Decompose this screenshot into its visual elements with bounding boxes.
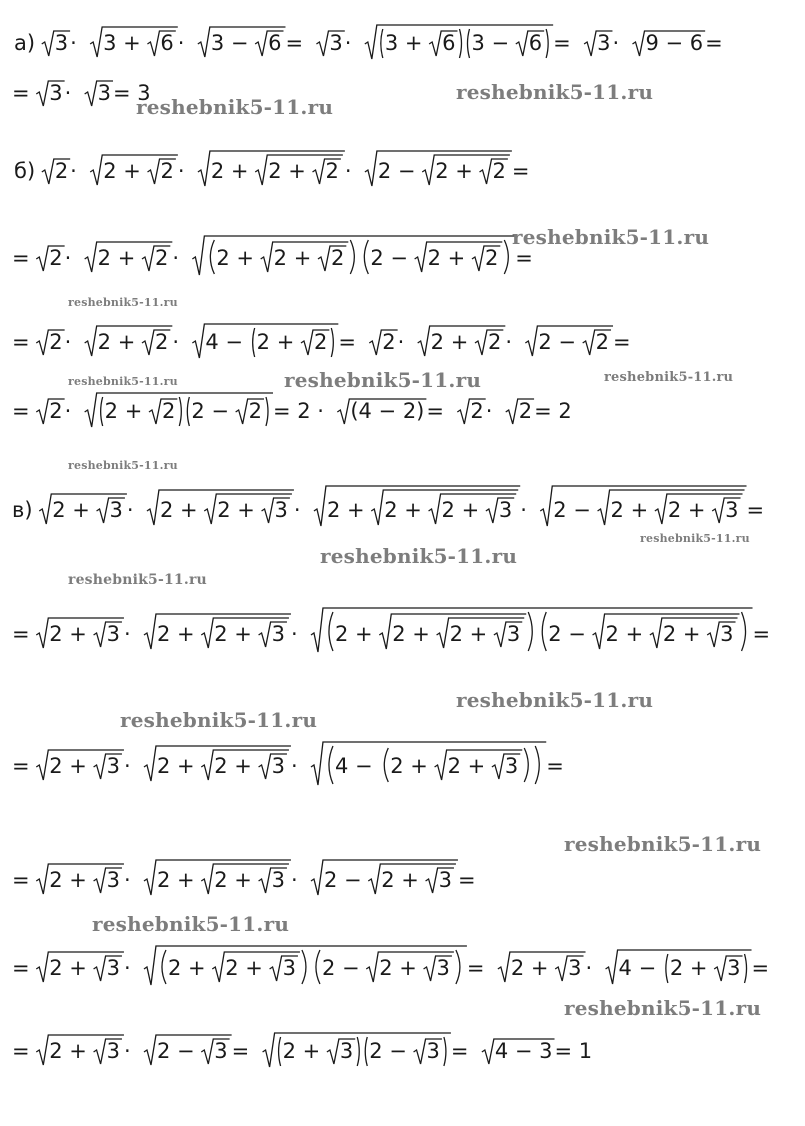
math-text: 2 + <box>217 498 255 522</box>
math-text: = 2 <box>534 399 572 423</box>
left-paren <box>316 950 320 984</box>
math-text: 3 <box>97 81 112 105</box>
left-paren <box>384 748 388 782</box>
math-text: 2 + <box>379 956 417 980</box>
math-text: · <box>293 498 301 522</box>
math-text: 2 + <box>104 399 143 423</box>
equation-line-a1 <box>14 25 723 59</box>
math-text: 2 + <box>49 956 87 980</box>
math-text: · <box>585 956 593 980</box>
math-text: 3 − <box>210 31 249 55</box>
math-text: = <box>338 330 356 354</box>
math-text: · <box>64 81 72 105</box>
right-paren <box>266 397 268 426</box>
math-text: 6 <box>268 31 282 55</box>
math-text: = <box>12 246 30 270</box>
watermark: reshebnik5-11.ru <box>284 368 482 392</box>
math-text: 3 <box>274 498 288 522</box>
math-text: 2 + <box>334 622 373 646</box>
math-text: 2 + <box>103 159 141 183</box>
left-paren <box>187 397 189 426</box>
right-paren <box>535 746 539 784</box>
math-text: 2 + <box>52 498 90 522</box>
math-text: 9 − 6 <box>645 31 704 55</box>
math-text: 2 <box>484 246 499 270</box>
math-text: 3 <box>568 956 582 980</box>
math-text: 2 + <box>667 498 706 522</box>
left-paren <box>467 29 469 58</box>
math-text: 2 <box>382 330 396 354</box>
math-text: 2 + <box>610 498 649 522</box>
math-text: · <box>177 31 185 55</box>
equation-line-b4 <box>12 393 572 427</box>
math-text: 2 + <box>49 868 87 892</box>
math-text: · <box>505 330 513 354</box>
watermark: reshebnik5-11.ru <box>68 296 178 309</box>
math-text: 3 <box>597 31 611 55</box>
math-text: · <box>172 246 180 270</box>
watermark: reshebnik5-11.ru <box>136 95 334 119</box>
watermark: reshebnik5-11.ru <box>640 532 750 545</box>
watermark: reshebnik5-11.ru <box>456 688 654 712</box>
right-paren <box>504 240 508 274</box>
math-text: 2 + <box>214 868 252 892</box>
right-paren <box>546 29 548 58</box>
math-text: · <box>126 498 134 522</box>
math-text: 2 + <box>97 330 136 354</box>
math-text: 2 + <box>216 246 254 270</box>
math-text: 4 − <box>334 754 373 778</box>
math-text: 2 + <box>449 622 488 646</box>
math-text: = <box>457 868 476 892</box>
left-paren <box>364 240 368 274</box>
math-text: 2 + <box>156 754 195 778</box>
math-text: · <box>344 31 352 55</box>
right-paren <box>528 612 532 651</box>
math-text: 2 + <box>97 246 136 270</box>
math-text: · <box>344 159 352 183</box>
math-text: 2 + <box>214 754 252 778</box>
math-text: 2 − <box>369 1039 407 1063</box>
watermark: reshebnik5-11.ru <box>564 996 762 1020</box>
math-text: 2 + <box>214 622 252 646</box>
math-text: · <box>290 754 298 778</box>
left-paren <box>101 397 103 426</box>
math-text: = <box>746 498 765 522</box>
math-text: 2 + <box>669 956 708 980</box>
math-text: 2 + <box>441 498 480 522</box>
math-text: = <box>751 956 770 980</box>
math-text: 2 + <box>159 498 198 522</box>
right-paren <box>745 954 747 983</box>
left-paren <box>365 1037 367 1066</box>
math-text: 2 + <box>210 159 249 183</box>
math-text: (4 − 2) <box>350 399 425 423</box>
math-text: = <box>12 399 30 423</box>
math-text: 4 − <box>618 956 657 980</box>
math-text: 2 + <box>225 956 263 980</box>
equation-line-b1 <box>14 151 529 186</box>
math-text: · <box>64 246 72 270</box>
math-text: 2 − <box>553 498 591 522</box>
math-text: 2 + <box>49 1039 87 1063</box>
equation-line-b2 <box>12 236 533 275</box>
math-text: 2 + <box>427 246 466 270</box>
math-text: · <box>172 330 180 354</box>
math-text: · <box>123 754 131 778</box>
equation-line-v2 <box>12 608 770 652</box>
math-text: 2 + <box>49 754 87 778</box>
math-text: = <box>466 956 485 980</box>
math-text: = <box>450 1039 469 1063</box>
math-text: = <box>12 330 30 354</box>
math-text: · <box>612 31 620 55</box>
math-text: 3 <box>271 754 285 778</box>
right-paren <box>179 397 181 426</box>
math-text: 3 <box>329 31 343 55</box>
math-text: = <box>613 330 631 354</box>
math-text: = <box>426 399 444 423</box>
left-paren <box>542 612 546 651</box>
math-text: 2 <box>49 246 63 270</box>
math-text: 3 <box>727 956 741 980</box>
watermark: reshebnik5-11.ru <box>92 912 290 936</box>
math-text: 2 − <box>191 399 229 423</box>
watermark: reshebnik5-11.ru <box>512 225 710 249</box>
right-paren <box>742 612 746 651</box>
math-text: · <box>123 1039 131 1063</box>
math-text: · <box>485 399 493 423</box>
math-text: · <box>397 330 405 354</box>
math-text: 3 <box>438 868 452 892</box>
left-paren <box>329 746 333 784</box>
math-text: 3 <box>214 1039 228 1063</box>
math-text: 3 + <box>384 31 423 55</box>
math-text: 3 <box>725 498 739 522</box>
equation-line-v3 <box>12 742 564 785</box>
math-text: 2 + <box>392 622 430 646</box>
math-text: 2 <box>248 399 263 423</box>
math-text: 2 + <box>326 498 365 522</box>
math-text: = <box>553 31 571 55</box>
math-text: · <box>70 159 77 183</box>
math-text: 6 <box>160 31 174 55</box>
math-text: 2 <box>470 399 484 423</box>
equation-line-v6 <box>12 1033 592 1067</box>
math-text: б) <box>14 159 36 183</box>
math-text: · <box>177 159 185 183</box>
math-text: 2 + <box>167 956 206 980</box>
watermark: reshebnik5-11.ru <box>120 708 318 732</box>
watermark: reshebnik5-11.ru <box>68 375 178 388</box>
math-text: 2 − <box>156 1039 195 1063</box>
math-text: 2 + <box>268 159 306 183</box>
watermark: reshebnik5-11.ru <box>68 572 207 588</box>
math-text: 2 + <box>156 868 195 892</box>
math-text: = <box>511 159 530 183</box>
watermark: reshebnik5-11.ru <box>68 459 178 472</box>
math-text: = <box>705 31 723 55</box>
math-text: 2 − <box>370 246 408 270</box>
math-text: 2 <box>49 399 63 423</box>
math-text: 2 + <box>605 622 644 646</box>
math-text: · <box>64 330 72 354</box>
math-text: · <box>70 31 77 55</box>
watermark: reshebnik5-11.ru <box>564 832 762 856</box>
math-text: · <box>123 622 131 646</box>
math-text: 2 − <box>538 330 576 354</box>
math-text: 3 <box>506 622 521 646</box>
math-text: 2 <box>154 330 169 354</box>
math-text: = <box>285 31 304 55</box>
math-text: 2 + <box>662 622 701 646</box>
watermark: reshebnik5-11.ru <box>320 544 518 568</box>
math-text: · <box>290 622 298 646</box>
math-text: = <box>752 622 771 646</box>
math-text: 3 + <box>103 31 141 55</box>
right-paren <box>331 328 333 357</box>
math-text: = <box>12 81 30 105</box>
math-text: · <box>123 868 131 892</box>
math-text: 2 <box>161 399 176 423</box>
math-text: 3 <box>282 956 296 980</box>
math-text: 4 − 3 <box>494 1039 553 1063</box>
math-text: 2 + <box>384 498 422 522</box>
math-text: 3 <box>339 1039 354 1063</box>
math-text: 3 <box>106 754 120 778</box>
equation-line-v1 <box>12 486 764 526</box>
math-text: 2 + <box>390 754 428 778</box>
math-text: 2 − <box>323 868 362 892</box>
math-text: 3 <box>106 1039 120 1063</box>
math-text: 2 + <box>256 330 295 354</box>
math-text: 2 <box>313 330 328 354</box>
watermark: reshebnik5-11.ru <box>604 370 734 385</box>
math-text: = 1 <box>554 1039 593 1063</box>
math-text: 2 <box>49 330 63 354</box>
math-text: 2 + <box>435 159 473 183</box>
math-text: 3 <box>54 31 69 55</box>
math-text: 2 + <box>156 622 195 646</box>
math-text: 2 <box>54 159 69 183</box>
math-text: 6 <box>528 31 543 55</box>
right-paren <box>357 1037 359 1066</box>
right-paren <box>444 1037 446 1066</box>
math-text: 3 <box>504 754 519 778</box>
left-paren <box>279 1037 281 1066</box>
math-text: в) <box>12 498 33 522</box>
watermark: reshebnik5-11.ru <box>456 80 654 104</box>
math-text: = <box>231 1039 250 1063</box>
left-paren <box>162 950 166 984</box>
left-paren <box>666 954 668 983</box>
left-paren <box>329 612 333 651</box>
math-text: 3 <box>106 622 120 646</box>
equation-line-a2 <box>12 81 151 106</box>
math-text: · <box>123 956 131 980</box>
math-text: 2 <box>325 159 339 183</box>
math-text: = <box>515 246 533 270</box>
left-paren <box>381 29 383 58</box>
math-text: 2 <box>154 246 169 270</box>
math-text: 2 <box>330 246 345 270</box>
right-paren <box>524 748 528 782</box>
equation-line-v4 <box>12 860 476 895</box>
right-paren <box>302 950 306 984</box>
math-text: 3 <box>271 622 285 646</box>
math-text: 2 <box>487 330 502 354</box>
math-text: = <box>12 622 30 646</box>
right-paren <box>456 950 460 984</box>
math-text: 3 <box>498 498 513 522</box>
math-text: 2 <box>518 399 533 423</box>
math-text: 3 <box>720 622 734 646</box>
math-text: 3 <box>271 868 285 892</box>
math-text: 2 <box>595 330 610 354</box>
math-text: 3 <box>436 956 450 980</box>
math-text: 2 − <box>321 956 360 980</box>
equation-line-b3 <box>12 324 631 358</box>
math-text: 2 + <box>381 868 419 892</box>
math-text: а) <box>14 31 36 55</box>
math-text: 3 − <box>471 31 510 55</box>
math-text: 2 − <box>377 159 416 183</box>
math-text: 2 + <box>510 956 549 980</box>
math-text: 2 − <box>548 622 586 646</box>
right-paren <box>459 29 461 58</box>
math-text: 4 − <box>205 330 243 354</box>
math-text: 3 <box>49 81 63 105</box>
left-paren <box>253 328 255 357</box>
math-text: · <box>64 399 72 423</box>
math-text: 3 <box>106 868 120 892</box>
math-text: = 2 · <box>272 399 324 423</box>
math-text: = <box>12 1039 30 1063</box>
math-text: = <box>12 868 30 892</box>
math-text: 2 + <box>447 754 486 778</box>
math-text: 2 + <box>49 622 87 646</box>
left-paren <box>210 240 214 274</box>
math-text: · <box>290 868 298 892</box>
math-text: 3 <box>109 498 123 522</box>
math-text: 3 <box>106 956 120 980</box>
math-text: = <box>546 754 564 778</box>
math-text: 2 <box>492 159 506 183</box>
math-text: 2 + <box>430 330 469 354</box>
math-text: 6 <box>442 31 456 55</box>
math-text: 2 + <box>282 1039 321 1063</box>
right-paren <box>350 240 354 274</box>
math-text: = <box>12 956 30 980</box>
math-text: = 3 <box>113 81 151 105</box>
equation-line-v5 <box>12 946 769 985</box>
math-text: = <box>12 754 30 778</box>
math-text: 2 + <box>273 246 312 270</box>
math-text: 2 <box>160 159 174 183</box>
math-text: · <box>520 498 527 522</box>
math-text: 3 <box>426 1039 440 1063</box>
